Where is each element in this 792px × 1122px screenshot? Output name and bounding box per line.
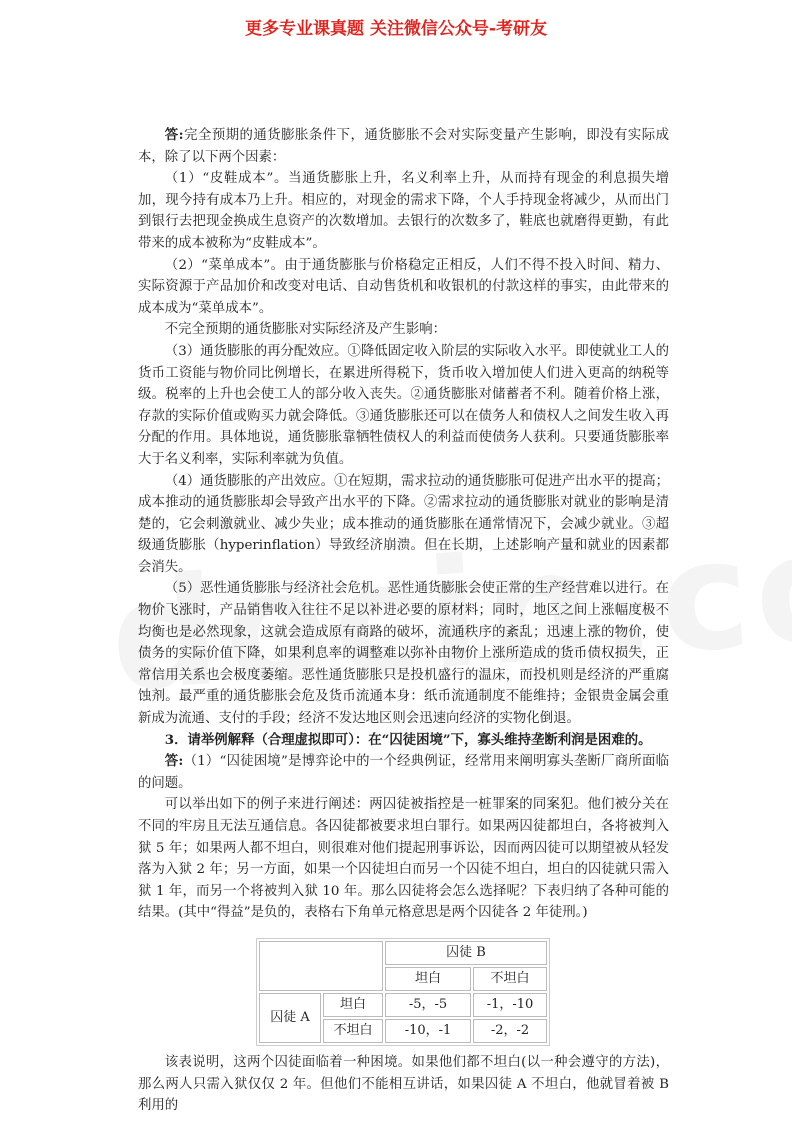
paragraph-text: （1）“囚徒困境”是博弈论中的一个经典例证，经常用来阐明寡头垄断厂商所面临的问题。	[138, 754, 669, 791]
paragraph: （1）“皮鞋成本”。当通货膨胀上升，名义利率上升，从而持有现金的利息损失增加，现今持有成本乃上升。相应的，对现金的需求下降，个人手持现金将减少，从而出门到银行去把现金换成生息资产的次数增加。去银行的次数多了，鞋底也就磨得更勤，有此带来的成本被称为“皮鞋成本”。	[138, 171, 669, 251]
document-body	[138, 125, 669, 1117]
col-strategy: 坦白	[385, 967, 471, 991]
paragraph: （3）通货膨胀的再分配效应。①降低固定收入阶层的实际收入水平。即使就业工人的货币工资能与物价同比例增长，在累进所得税下，货币收入增加使人们进入更高的纳税等级。税率的上升也会使工人的部分收入丧失。②通货膨胀对储蓄者不利。随着价格上涨，存款的实际价值或购买力就会降低。③通货膨胀还可以在债务人和债权人之间发生收入再分配的作用。具体地说，通货膨胀靠牺牲债权人的利益而使债务人获利。只要通货膨胀率大于名义利率，实际利率就为负值。	[138, 343, 669, 467]
payoff-table-wrapper	[256, 938, 669, 1046]
paragraph: （2）“菜单成本”。由于通货膨胀与价格稳定正相反，人们不得不投入时间、精力、实际资源于产品加价和改变对电话、自动售货机和收银机的付款这样的事实，由此带来的成本成为“菜单成本”。	[138, 257, 669, 316]
payoff-table	[256, 938, 550, 1046]
payoff-cell: -10，-1	[385, 1019, 471, 1043]
paragraph	[138, 751, 669, 794]
row-strategy: 不坦白	[323, 1019, 383, 1043]
paragraph-text: 完全预期的通货膨胀条件下，通货膨胀不会对实际变量产生影响，即没有实际成本，除了以下两个因素：	[138, 128, 669, 165]
paragraph: 不完全预期的通货膨胀对实际经济及产生影响：	[164, 322, 446, 338]
payoff-cell: -5，-5	[385, 993, 471, 1017]
header-banner: 更多专业课真题 关注微信公众号-考研友	[245, 19, 547, 39]
empty-corner-cell	[259, 941, 383, 991]
paragraph: 该表说明，这两个囚徒面临着一种困境。如果他们都不坦白(以一种会遵守的方法)，那么两人只需入狱仅仅 2 年。但他们不能相互讲话，如果囚徒 A 不坦白，他就冒着被 B 利用的	[138, 1054, 669, 1114]
paragraph: （4）通货膨胀的产出效应。①在短期，需求拉动的通货膨胀可促进产出水平的提高；成本推动的通货膨胀却会导致产出水平的下降。②需求拉动的通货膨胀对就业的影响是清楚的，它会刺激就业、减少失业；成本推动的通货膨胀在通常情况下，会减少就业。③超级通货膨胀（hyperinflation）导致经济崩溃。但在长期，上述影响产量和就业的因素都会消失。	[138, 473, 669, 575]
col-strategy: 不坦白	[473, 967, 547, 991]
paragraph: （5）恶性通货膨胀与经济社会危机。恶性通货膨胀会使正常的生产经营难以进行。在物价飞涨时，产品销售收入往往不足以补进必要的原材料；同时，地区之间上涨幅度极不均衡也是必然现象，这就会造成原有商路的破坏，流通秩序的紊乱；迅速上涨的物价，使债务的实际价值下降，如果利息率的调整难以弥补由物价上涨所造成的货币债权损失，正常信用关系也会极度萎缩。恶性通货膨胀只是投机盛行的温床，而投机则是经济的严重腐蚀剂。最严重的通货膨胀会危及货币流通本身：纸币流通制度不能维持；金银贵金属会重新成为流通、支付的手段；经济不发达地区则会迅速向经济的实物化倒退。	[138, 581, 669, 727]
answer-label: 答:	[164, 127, 184, 143]
col-player-header: 囚徒 B	[385, 941, 547, 965]
payoff-cell: -2，-2	[473, 1019, 547, 1043]
row-strategy: 坦白	[323, 993, 383, 1017]
question-text: 3．请举例解释（合理虚拟即可）：在“囚徒困境”下，寡头维持垄断利润是困难的。	[164, 731, 652, 748]
paragraph: 可以举出如下的例子来进行阐述：两囚徒被指控是一桩罪案的同案犯。他们被分关在不同的牢房且无法互通信息。各囚徒都被要求坦白罪行。如果两囚徒都坦白，各将被判入狱 5 年；如果两人都不坦白，则很难对他们提起刑事诉讼，因而两囚徒可以期望被从轻发落为入狱 2 年；另一方面，如果一个囚徒坦白而另一个囚徒不坦白，坦白的囚徒就只需入狱 1 年，而另一个将被判入狱 10 年。那么囚徒将会怎么选择呢？下表归纳了各种可能的结果。(其中“得益”是负的，表格右下角单元格意思是两个囚徒各 2 年徒刑。)	[138, 797, 669, 921]
payoff-cell: -1，-10	[473, 993, 547, 1017]
question-heading	[138, 730, 669, 752]
answer-label: 答:	[164, 753, 184, 770]
row-player-header: 囚徒 A	[259, 993, 321, 1043]
paragraph	[138, 125, 669, 168]
